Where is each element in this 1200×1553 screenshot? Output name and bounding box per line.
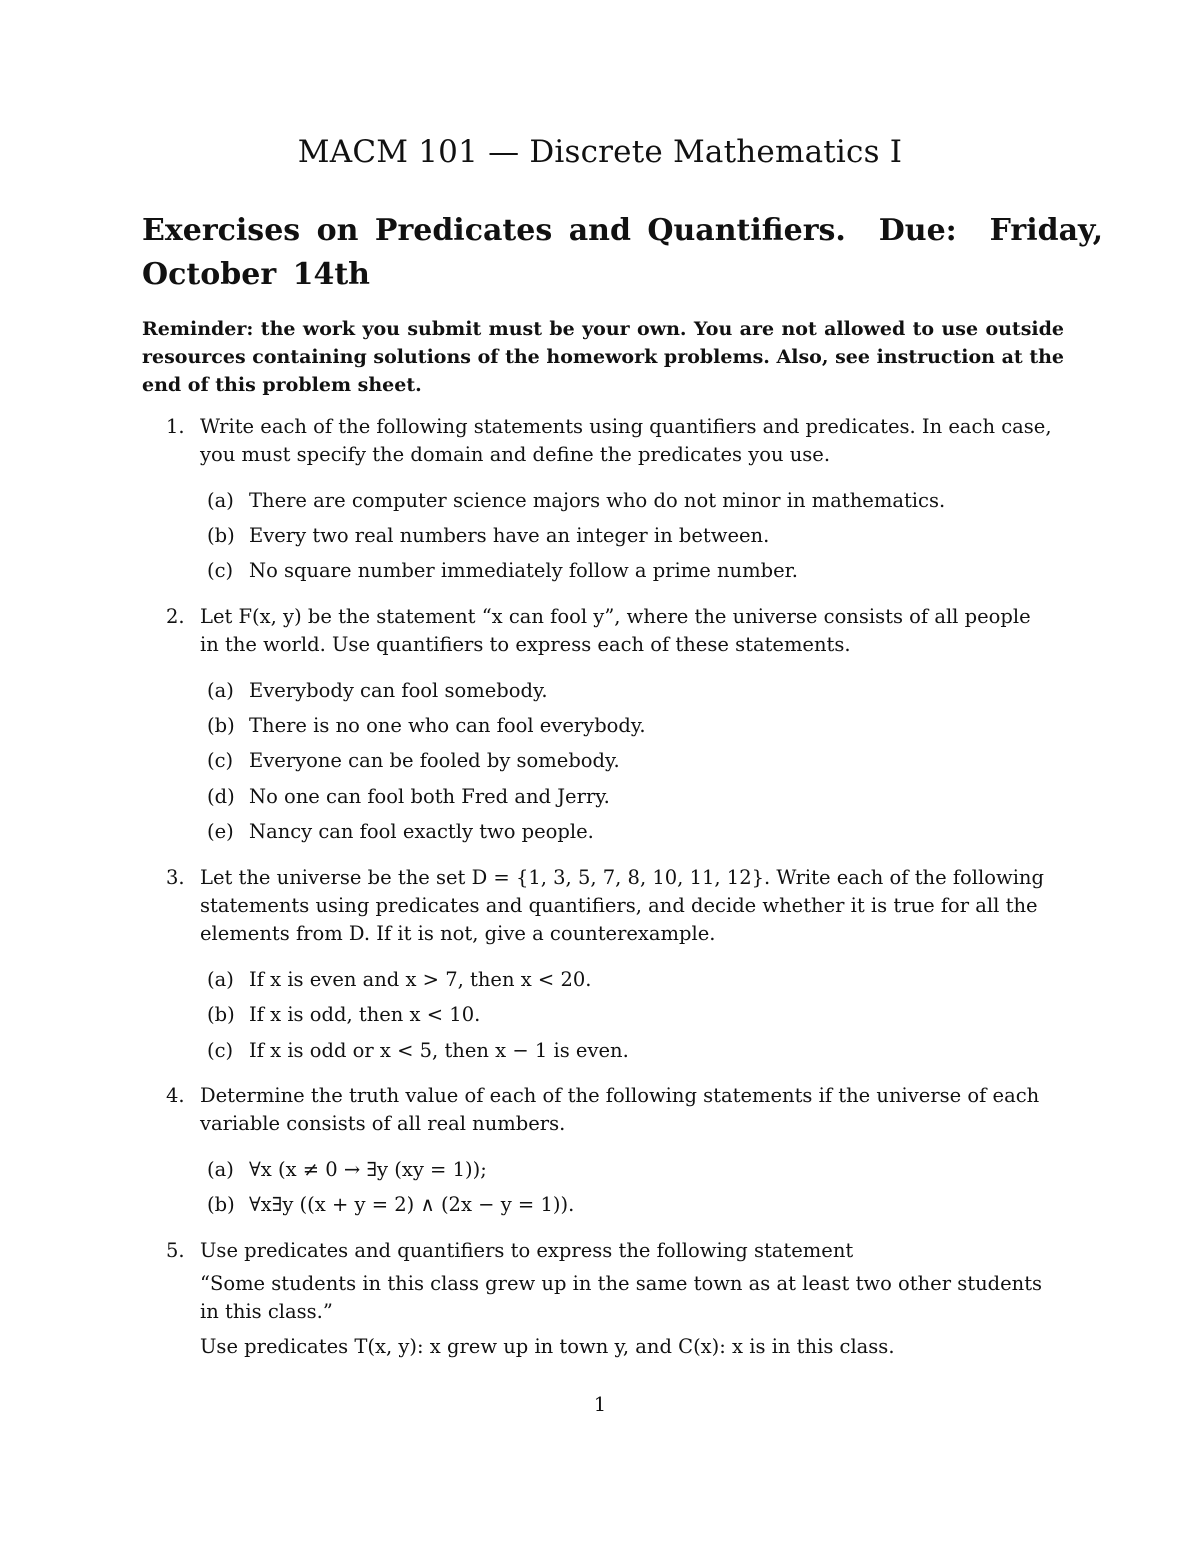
- statement-line: Let the universe be the set D = {1, 3, 5, 7, 8, 10, 11, 12}. Write each of the following: [200, 866, 1044, 889]
- statement-line: variable consists of all real numbers.: [200, 1112, 566, 1135]
- item-label: (a): [207, 968, 234, 991]
- statement-line: Write each of the following statements using quantifiers and predicates. In each case,: [200, 415, 1052, 438]
- item-text: No square number immediately follow a prime number.: [249, 559, 798, 582]
- statement-line: elements from D. If it is not, give a counterexample.: [200, 922, 716, 945]
- statement-line: statements using predicates and quantifiers, and decide whether it is true for all the: [200, 894, 1038, 917]
- problem-statement: Use predicates and quantifiers to express the following statement: [200, 1239, 854, 1262]
- heading-line-1: Exercises on Predicates and Quantifiers. Due: Friday,: [142, 213, 1104, 248]
- reminder-note: Reminder: the work you submit must be your own. You are not allowed to use outside resources containing solutions of the homework problems. Also, see instruction at the end of this problem sheet.: [142, 318, 1064, 396]
- assignment-heading: [142, 209, 1104, 297]
- item-label: (c): [207, 559, 234, 582]
- problem-statement: [200, 413, 1062, 469]
- item-text: Every two real numbers have an integer in between.: [249, 524, 770, 547]
- problem-number: 2.: [166, 605, 185, 628]
- item-label: (a): [207, 1158, 234, 1181]
- quoted-statement-line: in this class.”: [200, 1300, 333, 1323]
- item-label: (d): [207, 785, 235, 808]
- item-text: Everybody can fool somebody.: [249, 679, 548, 702]
- item-text: No one can fool both Fred and Jerry.: [249, 785, 610, 808]
- item-text: ∀x (x ≠ 0 → ∃y (xy = 1));: [249, 1158, 487, 1181]
- item-label: (b): [207, 1193, 235, 1216]
- quoted-statement-line: “Some students in this class grew up in the same town as at least two other students: [200, 1272, 1043, 1295]
- item-label: (a): [207, 489, 234, 512]
- item-label: (e): [207, 820, 234, 843]
- problem-statement: [200, 864, 1062, 948]
- item-text: If x is odd or x < 5, then x − 1 is even.: [249, 1039, 629, 1062]
- statement-line: in the world. Use quantifiers to express each of these statements.: [200, 633, 851, 656]
- problem-number: 5.: [166, 1239, 185, 1262]
- course-title: MACM 101 — Discrete Mathematics I: [297, 134, 903, 170]
- item-label: (b): [207, 1003, 235, 1026]
- item-text: There is no one who can fool everybody.: [249, 714, 646, 737]
- item-text: ∀x∃y ((x + y = 2) ∧ (2x − y = 1)).: [249, 1193, 575, 1216]
- statement-line: Let F(x, y) be the statement “x can fool y”, where the universe consists of all people: [200, 605, 1031, 628]
- item-text: If x is odd, then x < 10.: [249, 1003, 481, 1026]
- heading-line-2: October 14th: [142, 257, 370, 292]
- item-text: Everyone can be fooled by somebody.: [249, 749, 620, 772]
- item-text: If x is even and x > 7, then x < 20.: [249, 968, 592, 991]
- item-label: (b): [207, 524, 235, 547]
- statement-line: you must specify the domain and define the predicates you use.: [200, 443, 831, 466]
- statement-line: Determine the truth value of each of the following statements if the universe of each: [200, 1084, 1040, 1107]
- predicates-note: Use predicates T(x, y): x grew up in town y, and C(x): x is in this class.: [200, 1335, 895, 1358]
- item-label: (b): [207, 714, 235, 737]
- problem-number: 3.: [166, 866, 185, 889]
- problem-statement: [200, 603, 1062, 659]
- item-label: (a): [207, 679, 234, 702]
- problem-number: 4.: [166, 1084, 185, 1107]
- page-number: 1: [593, 1393, 607, 1416]
- problem-statement: [200, 1082, 1062, 1138]
- problem-number: 1.: [166, 415, 185, 438]
- item-text: There are computer science majors who do not minor in mathematics.: [249, 489, 946, 512]
- item-label: (c): [207, 749, 234, 772]
- item-label: (c): [207, 1039, 234, 1062]
- item-text: Nancy can fool exactly two people.: [249, 820, 594, 843]
